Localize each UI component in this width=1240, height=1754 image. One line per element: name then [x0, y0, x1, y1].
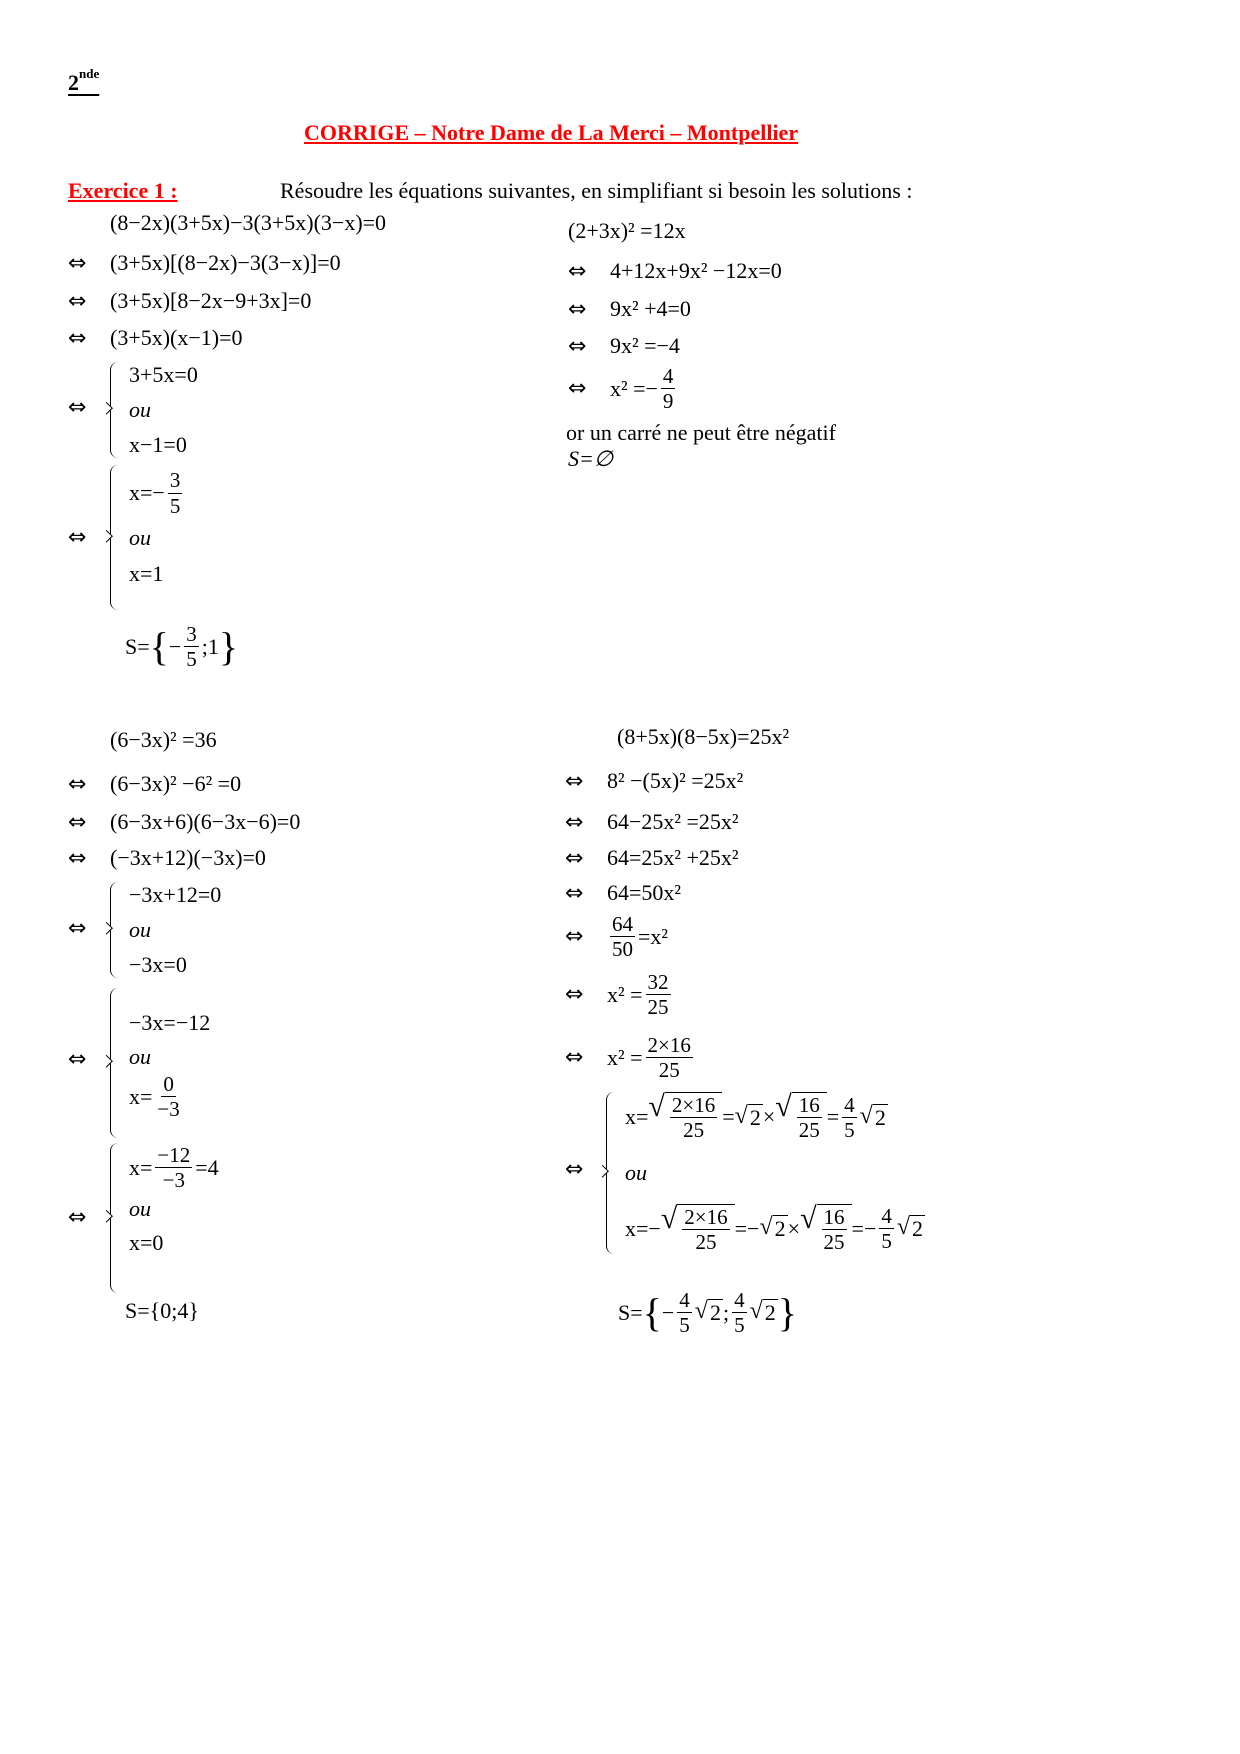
system-line: x=1	[129, 561, 164, 586]
system-line-negative	[625, 1201, 925, 1254]
lhs: x=−	[625, 1215, 661, 1241]
numerator: 3	[169, 468, 181, 493]
equation-text: 64−25x² =25x²	[607, 809, 739, 834]
equation-text: (3+5x)(x−1)=0	[110, 325, 243, 350]
sqrt-icon: √	[859, 1102, 873, 1129]
equation-text: x² =	[607, 1044, 643, 1070]
lhs: x=	[625, 1104, 649, 1130]
equation-text: (6−3x)² =36	[110, 727, 217, 752]
solution-set: S=∅	[568, 446, 614, 471]
equation-line	[110, 727, 217, 753]
denominator: 25	[683, 1118, 705, 1143]
numerator: −12	[157, 1143, 191, 1167]
radicand: 2	[764, 1300, 776, 1326]
system-line-positive	[625, 1092, 925, 1142]
fraction	[879, 1204, 894, 1253]
numerator: 4	[881, 1204, 892, 1229]
sqrt	[860, 1104, 888, 1131]
equation-text: 64=25x² +25x²	[607, 845, 739, 870]
equation-text: (8+5x)(8−5x)=25x²	[617, 724, 790, 749]
rhs: =4	[195, 1154, 219, 1180]
equation-line	[110, 210, 386, 236]
fraction	[646, 1033, 693, 1082]
denominator: 5	[844, 1117, 855, 1142]
equivalence-icon: ⇔	[68, 1205, 87, 1230]
numerator: 3	[186, 622, 197, 646]
remark: or un carré ne peut être négatif	[566, 420, 836, 445]
denominator: 5	[734, 1313, 745, 1338]
equivalence-icon: ⇔	[68, 845, 87, 871]
sqrt-icon: √	[800, 1201, 817, 1235]
numerator: 4	[662, 364, 674, 388]
sqrt	[695, 1299, 723, 1326]
left-brace-icon: {	[149, 623, 169, 669]
numerator: 16	[798, 1093, 820, 1117]
denominator: 25	[695, 1229, 717, 1254]
system-or: ou	[129, 525, 151, 550]
equation-text: (3+5x)[8−2x−9+3x]=0	[110, 288, 312, 313]
equivalence-icon: ⇔	[68, 395, 87, 420]
equivalence-icon: ⇔	[68, 325, 87, 351]
sqrt	[897, 1215, 925, 1242]
system	[110, 1143, 219, 1293]
equation-line	[68, 809, 300, 835]
equation-line	[68, 325, 243, 351]
solution-set	[618, 1288, 797, 1337]
system	[606, 1092, 925, 1254]
brace-icon	[110, 1143, 125, 1293]
radicand: 2	[774, 1216, 786, 1242]
lhs: x=	[129, 1154, 153, 1180]
equation-text: (2+3x)² =12x	[568, 218, 686, 243]
equation-line	[565, 1033, 696, 1082]
denominator: 25	[658, 1058, 680, 1083]
separator: ;	[722, 1299, 730, 1325]
sqrt	[750, 1299, 778, 1326]
equivalence-icon: ⇔	[68, 916, 87, 941]
sqrt	[660, 1201, 735, 1254]
equation-text: =x²	[638, 923, 669, 949]
right-brace-icon: }	[218, 623, 239, 669]
minus: −	[661, 1299, 675, 1325]
sqrt	[735, 1104, 763, 1131]
equivalence-icon: ⇔	[565, 982, 584, 1008]
equation-line	[68, 288, 311, 314]
equation-line	[565, 880, 681, 906]
solution-set: S={0;4}	[125, 1298, 199, 1323]
sqrt-icon: √	[694, 1298, 708, 1325]
equivalence-icon: ⇔	[565, 924, 584, 950]
equals: =	[826, 1104, 840, 1130]
equivalence-icon: ⇔	[568, 376, 587, 402]
fraction	[155, 1072, 181, 1121]
times: ×	[787, 1215, 801, 1241]
numerator: 4	[734, 1288, 745, 1312]
equation-text: 9x² =−4	[610, 333, 680, 358]
equation-text: 4+12x+9x² −12x=0	[610, 258, 782, 283]
equivalence-icon: ⇔	[568, 333, 587, 359]
fraction	[732, 1288, 747, 1337]
lhs: x=−	[129, 480, 165, 505]
fraction	[677, 1288, 692, 1337]
level-label	[68, 66, 100, 96]
sqrt	[800, 1201, 851, 1254]
solution-prefix: S=	[618, 1299, 643, 1325]
equals: =	[722, 1104, 735, 1130]
fraction	[168, 468, 183, 517]
equivalence-icon: ⇔	[565, 845, 584, 871]
denominator: 50	[612, 937, 633, 962]
equation-text: x² =	[607, 981, 643, 1007]
equation-line	[565, 912, 668, 961]
equation-line	[565, 845, 739, 871]
numerator: 16	[823, 1204, 845, 1229]
equation-line	[568, 258, 782, 284]
equivalence-icon: ⇔	[68, 525, 87, 550]
equation-text: 8² −(5x)² =25x²	[607, 768, 744, 793]
fraction	[797, 1093, 822, 1142]
sqrt-icon: √	[660, 1201, 678, 1235]
denominator: 5	[169, 493, 181, 518]
numerator: 4	[679, 1288, 690, 1312]
system-line: −3x=−12	[129, 1010, 211, 1035]
system	[110, 988, 210, 1138]
equivalence-icon: ⇔	[568, 258, 587, 284]
equation-line	[617, 724, 789, 750]
brace-icon	[110, 882, 125, 978]
radicand: 2	[912, 1216, 924, 1242]
equivalence-icon: ⇔	[565, 1045, 584, 1071]
equivalence-icon: ⇔	[565, 1157, 584, 1182]
sqrt	[759, 1215, 787, 1242]
sqrt-icon: √	[749, 1298, 763, 1325]
equation-line	[68, 771, 241, 797]
denominator: 5	[679, 1313, 690, 1338]
system-line: 3+5x=0	[129, 362, 198, 387]
equation-text: 9x² +4=0	[610, 296, 691, 321]
fraction	[610, 912, 635, 961]
lhs: x=	[129, 1083, 153, 1109]
exercise-instruction: Résoudre les équations suivantes, en simplifiant si besoin les solutions :	[280, 178, 913, 203]
equivalence-icon: ⇔	[68, 288, 87, 314]
sqrt	[648, 1092, 722, 1142]
brace-icon	[606, 1092, 621, 1254]
numerator: 2×16	[671, 1093, 716, 1117]
equivalence-icon: ⇔	[565, 809, 584, 835]
equals: =−	[851, 1215, 877, 1241]
sqrt-icon: √	[896, 1214, 911, 1241]
fraction	[822, 1205, 847, 1254]
equivalence-icon: ⇔	[68, 1047, 87, 1072]
system-line	[129, 1143, 219, 1192]
equivalence-icon: ⇔	[68, 771, 87, 797]
equation-line	[68, 250, 341, 276]
equation-text: 64=50x²	[607, 880, 682, 905]
equation-text: (3+5x)[(8−2x)−3(3−x)]=0	[110, 250, 341, 275]
left-brace-icon: {	[642, 1289, 662, 1335]
page-title: CORRIGE – Notre Dame de La Merci – Montpellier	[304, 120, 799, 145]
fraction	[661, 364, 676, 413]
equation-line	[568, 218, 686, 244]
sqrt-icon: √	[734, 1102, 748, 1129]
brace-icon	[110, 465, 125, 610]
solution-prefix: S=	[125, 633, 150, 659]
equation-text: (6−3x+6)(6−3x−6)=0	[110, 809, 301, 834]
fraction	[842, 1093, 857, 1142]
system	[110, 882, 221, 978]
equation-line	[568, 296, 691, 322]
exercise-label: Exercice 1 :	[68, 178, 178, 203]
equation-line	[565, 970, 674, 1019]
sqrt-icon: √	[775, 1090, 792, 1123]
equation-text: (8−2x)(3+5x)−3(3+5x)(3−x)=0	[110, 210, 387, 235]
denominator: 5	[186, 647, 197, 672]
equation-text: (−3x+12)(−3x)=0	[110, 845, 266, 870]
system-or: ou	[129, 917, 151, 942]
numerator: 2×16	[684, 1204, 728, 1229]
numerator: 64	[612, 912, 633, 936]
radicand: 2	[874, 1104, 886, 1130]
level-number: 2	[68, 70, 79, 95]
system-or: ou	[129, 1044, 151, 1069]
equivalence-icon: ⇔	[68, 250, 87, 276]
numerator: 0	[163, 1072, 174, 1096]
equivalence-icon: ⇔	[565, 880, 584, 906]
system-line: −3x=0	[129, 952, 187, 977]
system-line: x−1=0	[129, 432, 187, 457]
numerator: 2×16	[647, 1033, 691, 1057]
sqrt-icon: √	[648, 1090, 665, 1123]
equation-line	[568, 333, 680, 359]
equivalence-icon: ⇔	[565, 768, 584, 794]
fraction	[682, 1205, 729, 1254]
equivalence-icon: ⇔	[568, 296, 587, 322]
fraction	[155, 1143, 192, 1192]
denominator: −3	[157, 1097, 180, 1122]
minus: −	[168, 633, 182, 659]
equation-line	[565, 768, 743, 794]
system-line	[129, 465, 185, 521]
solution-set	[125, 622, 238, 671]
radicand: 2	[709, 1300, 721, 1326]
equals: =−	[734, 1215, 760, 1241]
radicand: 2	[749, 1104, 761, 1130]
right-brace-icon: }	[777, 1289, 797, 1335]
denominator: 9	[662, 389, 674, 414]
equation-line	[68, 845, 266, 871]
denominator: 25	[798, 1118, 820, 1143]
denominator: 25	[647, 995, 669, 1020]
system-or: ou	[625, 1160, 647, 1185]
equivalence-icon: ⇔	[68, 809, 87, 835]
brace-icon	[110, 988, 125, 1138]
equation-line	[568, 364, 678, 413]
sqrt	[775, 1092, 826, 1142]
times: ×	[762, 1104, 776, 1130]
numerator: 4	[844, 1092, 855, 1117]
equation-text: x² =−	[610, 375, 658, 401]
denominator: −3	[162, 1168, 186, 1193]
system-line	[129, 1072, 210, 1121]
system-line: −3x+12=0	[129, 882, 222, 907]
denominator: 5	[881, 1229, 892, 1254]
fraction	[184, 622, 199, 671]
equation-line	[565, 809, 739, 835]
system	[110, 362, 198, 458]
solution-rest: ;1	[201, 633, 219, 659]
denominator: 25	[823, 1229, 845, 1254]
system	[110, 465, 185, 610]
system-line: x=0	[129, 1230, 164, 1256]
system-or: ou	[129, 1196, 151, 1222]
equation-text: (6−3x)² −6² =0	[110, 771, 242, 796]
sqrt-icon: √	[759, 1214, 773, 1241]
system-or: ou	[129, 397, 151, 422]
fraction	[646, 970, 671, 1019]
fraction	[670, 1093, 717, 1142]
level-suffix: nde	[79, 66, 100, 81]
brace-icon	[110, 362, 125, 458]
numerator: 32	[647, 970, 669, 994]
